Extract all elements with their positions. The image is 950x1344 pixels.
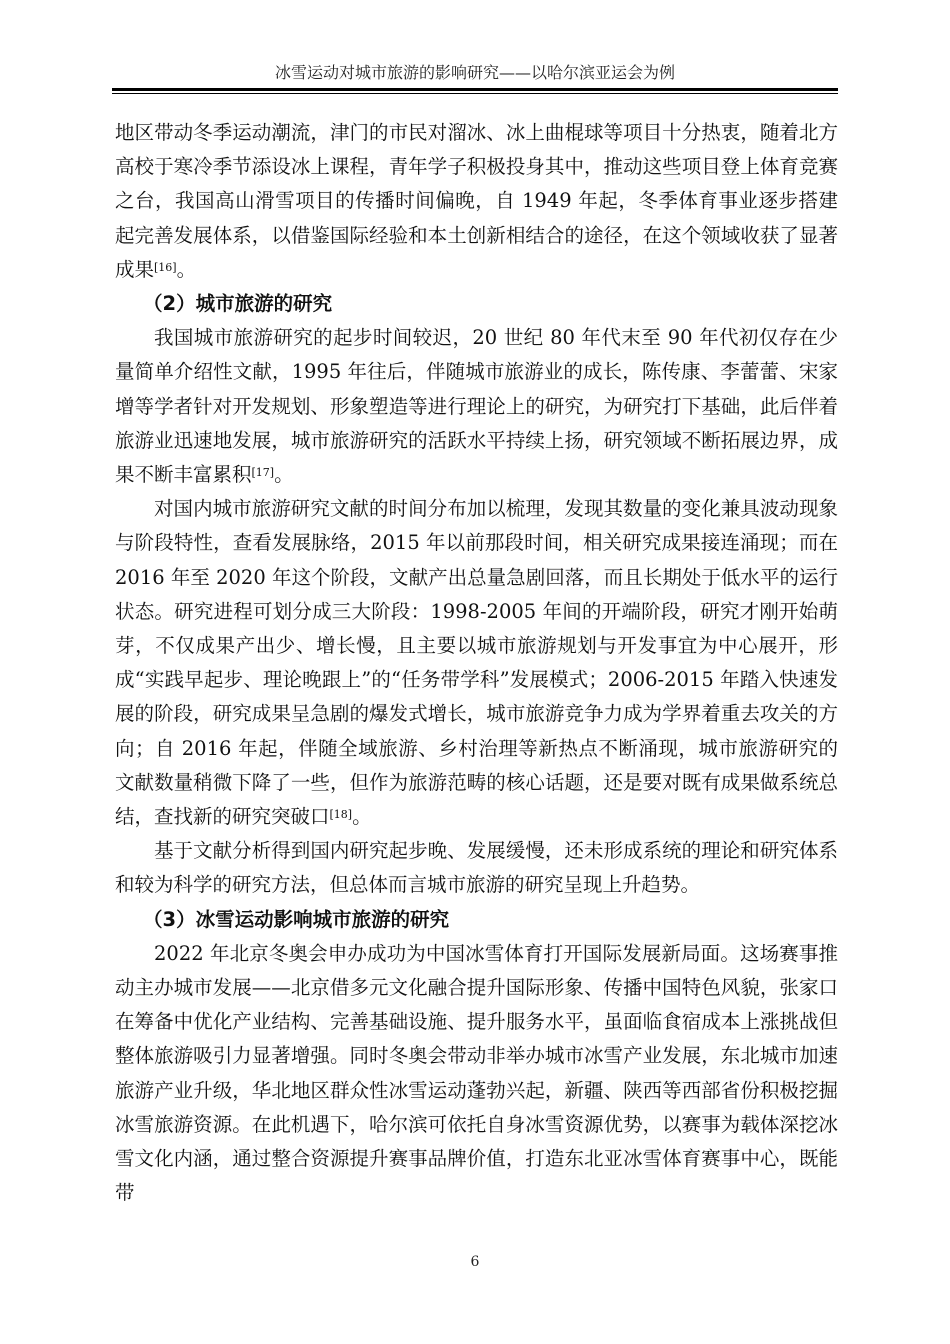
page-number: 6 bbox=[470, 1254, 480, 1270]
page-body bbox=[115, 116, 838, 1211]
section-heading: （3）冰雪运动影响城市旅游的研究 bbox=[143, 907, 450, 931]
paragraph-tail: 。 bbox=[352, 805, 372, 829]
citation-ref: [16] bbox=[154, 260, 177, 274]
citation-ref: [17] bbox=[251, 466, 275, 480]
paragraph-continued bbox=[115, 116, 838, 287]
header-rule-thick bbox=[112, 88, 838, 91]
paragraph-text: 2022 年北京冬奥会申办成功为中国冰雪体育打开国际发展新局面。这场赛事推动主办城市发展——北京借多元文化融合提升国际形象、传播中国特色风貌，张家口在筹备中优化产业结构、完善基础设施、提升服务水平，虽面临食宿成本上涨挑战但整体旅游吸引力显著增强。同时冬奥会带动非举办城市冰雪产业发展，东北城市加速旅游产业升级，华北地区群众性冰雪运动蓬勃兴起，新疆、陕西等西部省份积极挖掘冰雪旅游资源。在此机遇下，哈尔滨可依托自身冰雪资源优势，以赛事为载体深挖冰雪文化内涵，通过整合资源提升赛事品牌价值，打造东北亚冰雪体育赛事中心，既能带 bbox=[115, 941, 838, 1205]
paragraph-text: 地区带动冬季运动潮流，津门的市民对溜冰、冰上曲棍球等项目十分热衷，随着北方高校于寒冷季节添设冰上课程，青年学子积极投身其中，推动这些项目登上体育竞赛之台，我国高山滑雪项目的传播时间偏晚，自 1949 年起，冬季体育事业逐步搭建起完善发展体系，以借鉴国际经验和本土创新相结合的途径，在这个领域收获了显著成果 bbox=[115, 121, 838, 281]
paragraph bbox=[115, 492, 838, 834]
paragraph bbox=[115, 834, 838, 902]
paragraph-text: 对国内城市旅游研究文献的时间分布加以梳理，发现其数量的变化兼具波动现象与阶段特性，查看发展脉络，2015 年以前那段时间，相关研究成果接连涌现；而在 2016 年至 2020 年这个阶段，文献产出总量急剧回落，而且长期处于低水平的运行状态。研究进程可划分成三大阶段：1998-2005 年间的开端阶段，研究才刚开始萌芽，不仅成果产出少、增长慢，且主要以城市旅游规划与开发事宜为中心展开，形成“实践早起步、理论晚跟上”的“任务带学科”发展模式；2006-2015 年踏入快速发展的阶段，研究成果呈急剧的爆发式增长，城市旅游竞争力成为学界着重去攻关的方向；自 2016 年起，伴随全域旅游、乡村治理等新热点不断涌现，城市旅游研究的文献数量稍微下降了一些，但作为旅游范畴的核心话题，还是要对既有成果做系统总结，查找新的研究突破口 bbox=[115, 497, 838, 829]
paragraph bbox=[115, 321, 838, 492]
paragraph bbox=[115, 937, 838, 1211]
section-heading: （2）城市旅游的研究 bbox=[143, 292, 333, 316]
paragraph-text: 基于文献分析得到国内研究起步晚、发展缓慢，还未形成系统的理论和研究体系和较为科学的研究方法，但总体而言城市旅游的研究呈现上升趋势。 bbox=[115, 839, 838, 897]
citation-ref: [18] bbox=[329, 808, 353, 822]
paragraph-text: 我国城市旅游研究的起步时间较迟，20 世纪 80 年代末至 90 年代初仅存在少量简单介绍性文献，1995 年往后，伴随城市旅游业的成长，陈传康、李蕾蕾、宋家增等学者针对开发规划、形象塑造等进行理论上的研究，为研究打下基础，此后伴着旅游业迅速地发展，城市旅游研究的活跃水平持续上扬，研究领域不断拓展边界，成果不断丰富累积 bbox=[115, 326, 838, 487]
paragraph-tail: 。 bbox=[274, 463, 294, 487]
running-header: 冰雪运动对城市旅游的影响研究——以哈尔滨亚运会为例 bbox=[274, 63, 675, 82]
paragraph-tail: 。 bbox=[176, 257, 197, 281]
header-rule-thin bbox=[112, 93, 838, 94]
